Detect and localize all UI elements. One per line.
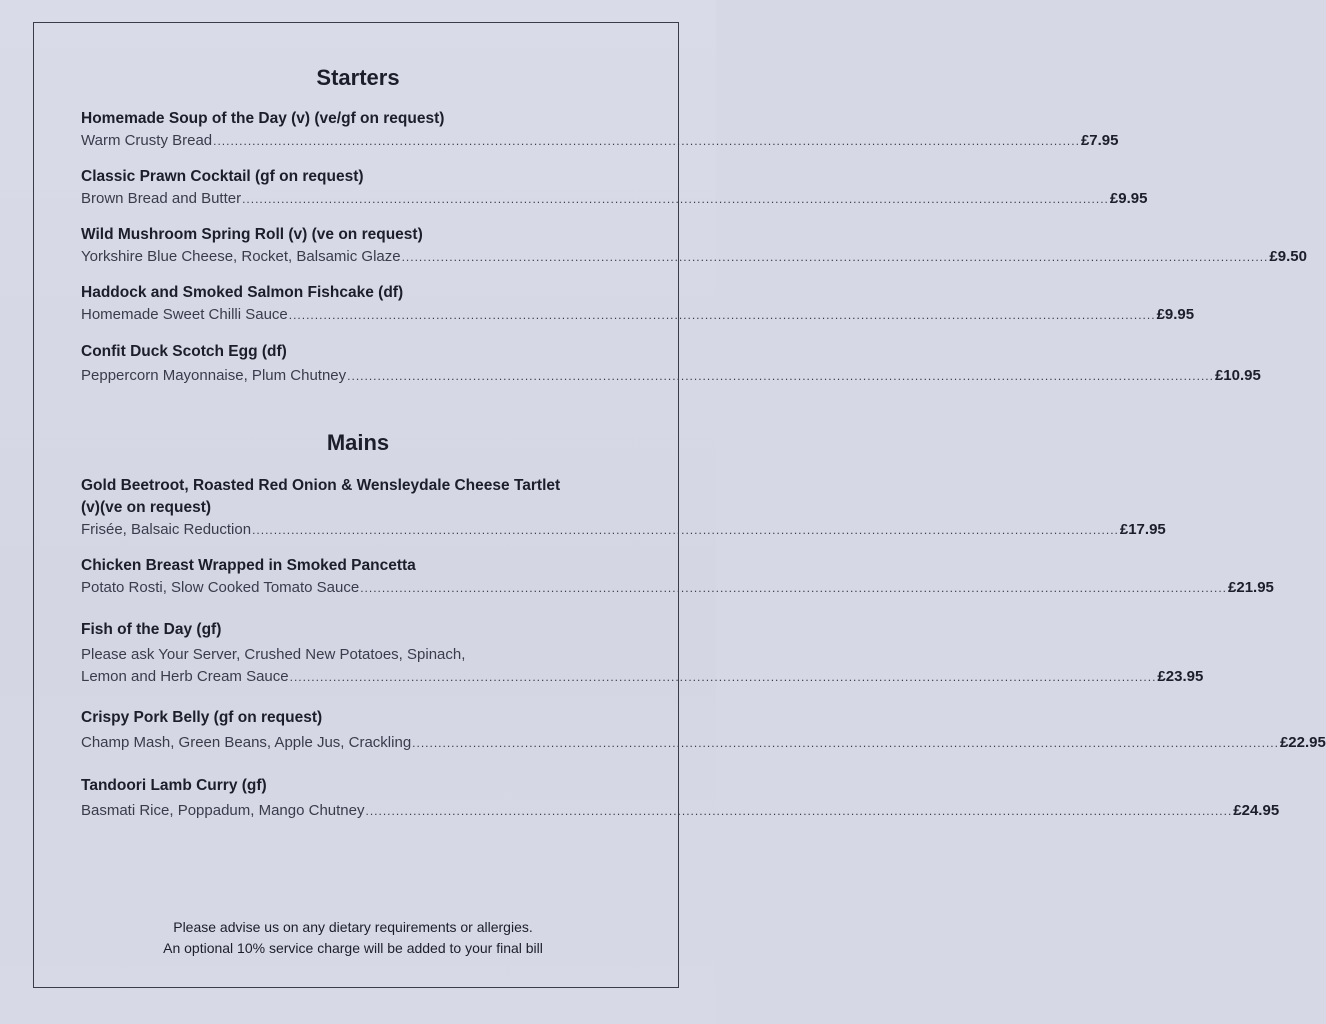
item-detail-row [81, 188, 1148, 210]
item-price: £23.95 [1157, 668, 1204, 685]
item-price: £9.50 [1269, 248, 1307, 265]
dot-leader: ........................................................................................................................................................................................................ [252, 523, 1119, 537]
item-price: £9.95 [1109, 190, 1148, 207]
item-name: Chicken Breast Wrapped in Smoked Pancetta [81, 557, 416, 574]
item-name: Fish of the Day (gf) [81, 621, 222, 638]
item-name: Classic Prawn Cocktail (gf on request) [81, 168, 364, 185]
item-detail-row [81, 732, 1326, 754]
item-description: Homemade Sweet Chilli Sauce [81, 306, 288, 323]
item-name: Homemade Soup of the Day (v) (ve/gf on request) [81, 110, 445, 127]
item-detail-row [81, 246, 1307, 268]
item-name: Crispy Pork Belly (gf on request) [81, 709, 323, 726]
item-detail-row [81, 800, 1280, 822]
item-detail-row [81, 666, 1204, 688]
menu-item [81, 108, 1119, 152]
item-description: Champ Mash, Green Beans, Apple Jus, Crackling [81, 734, 412, 751]
starters-heading: Starters [316, 65, 400, 90]
item-detail-row [81, 519, 1166, 541]
item-detail-row [81, 577, 1274, 599]
item-price: £10.95 [1214, 367, 1261, 384]
item-price: £17.95 [1119, 521, 1166, 538]
item-description: Brown Bread and Butter [81, 190, 242, 207]
dot-leader: ........................................................................................................................................................................................................ [213, 134, 1080, 148]
dot-leader: ........................................................................................................................................................................................................ [401, 250, 1269, 264]
menu-item [81, 166, 1148, 210]
item-detail-row [81, 304, 1195, 326]
dot-leader: ........................................................................................................................................................................................................ [288, 308, 1156, 322]
item-price: £7.95 [1080, 132, 1119, 149]
menu-item [81, 775, 1280, 822]
footer-note [0, 917, 706, 959]
mains-heading: Mains [326, 430, 390, 455]
service-charge-note: An optional 10% service charge will be added to your final bill [163, 940, 543, 956]
item-description: Peppercorn Mayonnaise, Plum Chutney [81, 367, 347, 384]
item-description-line: Please ask Your Server, Crushed New Potatoes, Spinach, [81, 646, 466, 663]
menu-item [81, 707, 1326, 754]
dot-leader: ........................................................................................................................................................................................................ [242, 192, 1109, 206]
menu-item [81, 619, 1204, 688]
dot-leader: ........................................................................................................................................................................................................ [289, 670, 1157, 684]
dot-leader: ........................................................................................................................................................................................................ [412, 736, 1279, 750]
menu-item [81, 475, 1166, 541]
item-detail-row [81, 130, 1119, 152]
item-description: Lemon and Herb Cream Sauce [81, 668, 289, 685]
menu-item [81, 555, 1274, 599]
item-description: Basmati Rice, Poppadum, Mango Chutney [81, 802, 365, 819]
dot-leader: ........................................................................................................................................................................................................ [365, 804, 1233, 818]
dot-leader: ........................................................................................................................................................................................................ [347, 369, 1214, 383]
item-name: Wild Mushroom Spring Roll (v) (ve on request) [81, 226, 423, 243]
item-name-continued: (v)(ve on request) [81, 499, 212, 516]
item-name: Gold Beetroot, Roasted Red Onion & Wensleydale Cheese Tartlet [81, 477, 561, 494]
item-name: Haddock and Smoked Salmon Fishcake (df) [81, 284, 404, 301]
item-description: Yorkshire Blue Cheese, Rocket, Balsamic Glaze [81, 248, 401, 265]
item-price: £22.95 [1279, 734, 1326, 751]
item-description: Potato Rosti, Slow Cooked Tomato Sauce [81, 579, 360, 596]
dietary-note: Please advise us on any dietary requirements or allergies. [173, 919, 533, 935]
item-description: Frisée, Balsaic Reduction [81, 521, 252, 538]
item-price: £21.95 [1228, 579, 1274, 596]
menu-item [81, 224, 1307, 268]
menu-item [81, 282, 1195, 326]
item-price: £9.95 [1156, 306, 1195, 323]
item-detail-row [81, 365, 1261, 387]
item-price: £24.95 [1233, 802, 1280, 819]
item-name: Confit Duck Scotch Egg (df) [81, 343, 287, 360]
item-description: Warm Crusty Bread [81, 132, 213, 149]
menu-item [81, 341, 1261, 387]
item-name: Tandoori Lamb Curry (gf) [81, 777, 267, 794]
dot-leader: ........................................................................................................................................................................................................ [360, 581, 1228, 595]
